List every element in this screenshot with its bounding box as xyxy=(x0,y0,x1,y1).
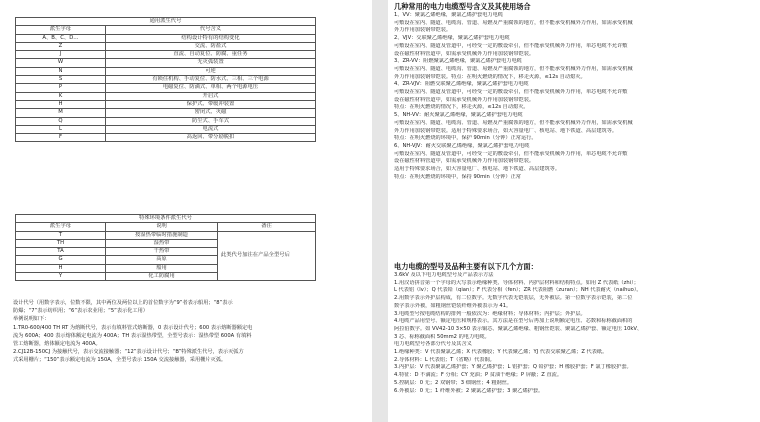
table-row xyxy=(16,59,316,67)
note-line: 式采用栅片；“150”表示额定电流为 150A，全型号表示 150A 交流接触器，采用栅片灭弧。 xyxy=(13,357,227,364)
code-meaning: 保护式、带缓冲装置 xyxy=(106,100,316,108)
general-derivative-code-table xyxy=(15,17,316,142)
text-line: 可敷设在室内、隧道及管道中，可经受一定的敷设牵引，但不能承受机械外力作用，单芯电缆不允许敷 xyxy=(394,150,628,157)
text-line: 阿拉伯数字。如 VV42-10 3×50 表示铜芯、聚氯乙烯绝缘、粗钢丝铠装、聚氯乙烯护套、额定电压 10kV、 xyxy=(394,325,643,332)
code-letter: H xyxy=(16,264,106,272)
code-meaning: 开启式 xyxy=(106,92,316,100)
left-page xyxy=(0,0,372,422)
text-line: 6.外被层：0 无；1 纤维外被；2 聚氯乙烯护套；3 聚乙烯护套。 xyxy=(394,387,544,394)
table-row xyxy=(16,100,316,108)
text-line: 3.6kV 及以下电力电缆型号及产品表示方法 xyxy=(394,272,494,278)
text-line: 2.用数字表示外护层构成，有二位数字。无数字代表无铠装层，无外被层。第一位数字表示铠装，第二位 xyxy=(394,295,633,302)
code-description: 干热带 xyxy=(106,248,218,256)
special-environment-code-table xyxy=(15,214,316,281)
text-line: 1.绝缘种类：V 代表聚氯乙烯；X 代表橡胶；Y 代表聚乙烯；YJ 代表交联聚乙烯；Z 代表纸。 xyxy=(394,349,608,356)
code-letter: TH xyxy=(16,239,106,247)
table-row xyxy=(16,92,316,100)
text-line: 2.导体材料：L 代表铝；T（省略）代表铜。 xyxy=(394,356,495,363)
table-header-row xyxy=(16,26,316,34)
text-line: 可敷设在室内、隧道、电缆沟、管道、易燃及严重腐蚀的地方，但不能承受机械外力作用，如需承受机械 xyxy=(394,65,633,72)
text-line: 设在磁性材料管道中，如需承受机械外力作用加装钢带铠装。 xyxy=(394,158,535,165)
text-line: 3、ZR-VV：阻燃聚氯乙烯绝缘，聚氯乙烯护套电力电缆 xyxy=(394,58,522,65)
code-letter: F xyxy=(16,134,106,142)
text-line: 可敷设在室内、隧道、电缆沟、管道、易燃及严重腐蚀的地方，但不能承受机械外力作用，如需承受机械 xyxy=(394,119,633,126)
text-line: 1.用汉语拼音第一个字母的大写表示绝缘种类、导体材料、内护层材料和结构特点。如用 Z 代表纸（zhi）； xyxy=(394,279,639,286)
text-line: 设在磁性材料管道中，如需承受机械外力作用加装钢带铠装。 xyxy=(394,96,535,103)
code-description: 船用 xyxy=(106,264,218,272)
text-line: 特点：在明火燃烧的环境中，保持 90min（分钟）正常 xyxy=(394,173,521,180)
table-header-row xyxy=(16,223,316,231)
code-letter: K xyxy=(16,92,106,100)
text-line: 外力作用加装钢带铠装。 xyxy=(394,27,452,34)
code-letter: W xyxy=(16,59,106,67)
table-row xyxy=(16,84,316,92)
note-line: 管工熔断器，熔体额定电流为 400A。 xyxy=(13,341,101,348)
column-header: 备注 xyxy=(218,223,316,231)
table-row xyxy=(16,51,316,59)
code-meaning: 直流、自动复位、防腐、重任务 xyxy=(106,51,316,59)
column-header: 派生字母 xyxy=(16,223,106,231)
right-page xyxy=(388,0,760,422)
column-header: 代号含义 xyxy=(106,26,316,34)
code-description: 湿热带 xyxy=(106,239,218,247)
code-meaning: 电流式 xyxy=(106,125,316,133)
text-line: 5、NH-VV：耐火聚氯乙烯绝缘，聚氯乙烯护套电力电缆 xyxy=(394,112,523,119)
column-header: 派生字母 xyxy=(16,26,106,34)
text-line: 4.特征：D 不滴流；F 分相；CY 充油；P 贫油干绝缘；P 屏蔽；Z 直流。 xyxy=(394,372,563,379)
table-row xyxy=(16,231,316,239)
table-caption-row xyxy=(16,215,316,223)
column-header: 说明 xyxy=(106,223,218,231)
note-line: 设计代号（用数字表示，位数不限，其中两位及两位以上的首位数字为“9”者表示船用；“8”表示 xyxy=(13,300,233,306)
text-line: 3 芯、标称截面积 50mm2 的电力电缆。 xyxy=(394,333,490,340)
code-letter: M xyxy=(16,109,106,117)
code-description: 高原 xyxy=(106,256,218,264)
text-line: 可敷设在室内、隧道及管道中，可经受一定的敷设牵引，但不能承受机械外力作用，单芯电缆不允许敷 xyxy=(394,42,628,49)
table-caption: 通用派生代号 xyxy=(16,18,316,26)
text-line: 数字表示外被，如粗钢丝铠装纤维外被表示为 41。 xyxy=(394,302,512,309)
section-title: 电力电缆的型号及品种主要有以下几个方面： xyxy=(394,262,538,271)
text-line: 适用于特殊要求场合，如大容量电厂、核电站、地下铁道、高层建筑等。 xyxy=(394,166,561,173)
table-row xyxy=(16,76,316,84)
code-letter: Q xyxy=(16,117,106,125)
text-line: 外力作用加装钢带铠装。特点：在明火燃烧的情况下，移走火源，≤12s 自动熄灭。 xyxy=(394,73,586,80)
text-line: 特点：在明火燃烧的情况下，移走火源，≤12s 自动熄灭。 xyxy=(394,104,529,111)
text-line: 2、VJV：交联聚乙烯绝缘，聚氯乙烯护套电力电缆 xyxy=(394,35,510,42)
code-letter: S xyxy=(16,76,106,84)
note-line: 1.TR0-600/400 TH RT 为熔断代号，表示有填料管式熔断器，0 表示设计代号；600 表示熔断器额定电 xyxy=(13,324,253,331)
text-line: 设在磁性材料管道中，如需承受机械外力作用加装钢带铠装。 xyxy=(394,50,535,57)
code-letter: TA xyxy=(16,248,106,256)
table-caption-row xyxy=(16,18,316,26)
code-description: 按湿热带临时措施制造 xyxy=(106,231,218,239)
text-line: 可敷设在室内、隧道及管道中，可经受一定的敷设牵引，但不能承受机械外力作用，单芯电缆不允许敷 xyxy=(394,89,628,96)
code-meaning: 交流、防盐式 xyxy=(106,42,316,50)
code-meaning: 可逆 xyxy=(106,67,316,75)
table-row xyxy=(16,109,316,117)
cable-model-section xyxy=(394,262,754,395)
table-caption: 特殊环境条件派生代号 xyxy=(16,215,316,223)
code-letter: Z xyxy=(16,42,106,50)
text-line: 3.电缆型号按电缆结构的排列一般依次为：绝缘材料；导体材料；内护层；外护层。 xyxy=(394,310,586,317)
table-row xyxy=(16,42,316,50)
code-letter: H xyxy=(16,100,106,108)
code-description: 化工防腐用 xyxy=(106,273,218,281)
code-meaning: 高返回、带分励脱扣 xyxy=(106,134,316,142)
code-meaning: 电磁复位、防滴式、单相、两个电源电压 xyxy=(106,84,316,92)
code-letter: J xyxy=(16,51,106,59)
table-row xyxy=(16,125,316,133)
code-letter: L xyxy=(16,125,106,133)
text-line: L 代表铝（lv）；Q 代表铅（qian）；F 代表分相（fen）；ZR 代表阻燃（zuran）；NH 代表耐火（naihuo）。 xyxy=(394,287,642,294)
section-title: 几种常用的电力电缆型号含义及其使用场合 xyxy=(394,2,531,11)
table-row xyxy=(16,67,316,75)
code-letter: N xyxy=(16,67,106,75)
code-letter: A、B、C、D… xyxy=(16,34,106,42)
code-letter: P xyxy=(16,84,106,92)
text-line: 4、ZR-VJV：阻燃交联聚乙烯绝缘，聚氯乙烯护套电力电缆 xyxy=(394,81,529,88)
cable-types-section xyxy=(394,2,754,181)
note-line: 2.CJ12B-150CJ 为接触代号，表示交流接触器；“12”表示设计代号；“B”特殊派生代号，表示灭弧方 xyxy=(13,349,244,356)
text-line: 外力作用加装钢带铠装。适用于特殊要求场合，如大容量电厂、核电站、地下铁道、高层建筑等。 xyxy=(394,127,618,134)
text-line: 电力电缆型号各部分代号及其含义 xyxy=(394,341,472,348)
code-meaning: 防尘式、手车式 xyxy=(106,117,316,125)
text-line: 6、NH-VJV：耐火交联聚乙烯绝缘，聚氯乙烯护套电力电缆 xyxy=(394,142,530,149)
text-line: 4.电缆产品用型号、额定电压和规格表示。其方法是在型号后再加上说明额定电压、芯数和标称截面积的 xyxy=(394,318,633,325)
remark-cell: 此类代号加注在产品全型号后 xyxy=(218,231,316,281)
code-meaning: 有锁住机构、手动复位、防水式、三相、三个电源 xyxy=(106,76,316,84)
note-line: 防爆；“7”表示纺织用；“6”表示农业用；“5”表示化工用） xyxy=(13,308,148,315)
code-letter: T xyxy=(16,231,106,239)
code-meaning: 无灭弧装置 xyxy=(106,59,316,67)
design-code-notes xyxy=(13,299,365,365)
code-meaning: 密闭式、灭磁 xyxy=(106,109,316,117)
text-line: 可敷设在室内、隧道、电缆沟、管道、易燃及严重腐蚀的地方，但不能承受机械外力作用，如需承受机械 xyxy=(394,19,633,26)
text-line: 1、VV：聚氯乙烯绝缘，聚氯乙烯护套电力电缆 xyxy=(394,12,503,18)
table-row xyxy=(16,117,316,125)
table-row xyxy=(16,34,316,42)
table-row xyxy=(16,134,316,142)
code-letter: Y xyxy=(16,273,106,281)
code-meaning: 结构设计特有的结构变化 xyxy=(106,34,316,42)
code-letter: G xyxy=(16,256,106,264)
text-line: 特点：在明火燃烧的环境中，保护 90min（分钟）正常运行。 xyxy=(394,135,537,142)
note-line: 流为 600A；400 表示熔体额定电流为 400A；TH 表示湿热带型，全型号表示：湿热带型 600A 有填料 xyxy=(13,332,252,339)
note-line: 举例说明如下： xyxy=(13,316,50,323)
text-line: 3.内护层：V 代表聚氯乙烯护套；Y 聚乙烯护套；L 铝护套；Q 铅护套；H 橡胶护套；F 氯丁橡胶护套。 xyxy=(394,364,632,371)
text-line: 5.控制层：0 无；2 双钢带；3 细钢丝；4 粗钢丝。 xyxy=(394,379,513,386)
